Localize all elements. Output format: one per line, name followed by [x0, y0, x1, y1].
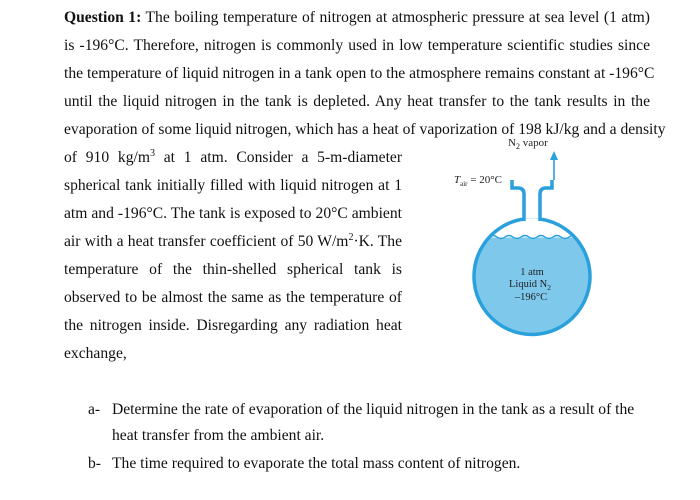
part-a-letter: a- — [88, 401, 101, 418]
part-b-line-1 — [88, 454, 520, 474]
question-line-6 — [64, 148, 402, 168]
part-a-text: Determine the rate of evaporation of the liquid nitrogen in the tank as a result of the — [112, 401, 635, 418]
liquid-label: Liquid $N_2$ — [509, 279, 551, 292]
coefficient-text: air with a heat transfer coefficient of 50 W/m — [64, 233, 349, 250]
question-line-3: the temperature of liquid nitrogen in a tank open to the atmosphere remains constant at -196°C — [64, 65, 655, 82]
question-line-12: the nitrogen inside. Disregarding any radiation heat — [64, 317, 402, 334]
question-line-11: observed to be almost the same as the temperature of — [64, 289, 402, 306]
vapor-arrow-head — [550, 151, 558, 160]
question-line-7: spherical tank initially filled with liquid nitrogen at 1 — [64, 177, 402, 194]
question-text: The boiling temperature of nitrogen at atmospheric pressure at sea level (1 atm) — [145, 9, 650, 26]
question-line-5: evaporation of some liquid nitrogen, which has a heat of vaporization of 198 kJ/kg and a density — [64, 121, 666, 138]
part-b-text: The time required to evaporate the total mass content of nitrogen. — [112, 455, 521, 472]
ambient-air-label: $T_{air} = 20^\circ C$ — [454, 174, 502, 188]
vapor-label: $N_2$ vapor — [508, 137, 548, 151]
part-a-line-1 — [88, 400, 634, 420]
question-line-13: exchange, — [64, 345, 127, 362]
coefficient-unit: ·K. The — [353, 233, 403, 250]
part-b-letter: b- — [88, 455, 101, 472]
density-exponent: 3 — [149, 147, 155, 159]
question-line-9 — [64, 232, 402, 252]
diameter-text: at 1 atm. Consider a 5-m-diameter — [154, 149, 403, 166]
question-line-10: temperature of the thin-shelled spherical tank is — [64, 261, 402, 278]
part-a-line-2: heat transfer from the ambient air. — [112, 427, 325, 444]
question-line-1 — [64, 8, 650, 28]
pressure-label: 1 atm — [520, 267, 544, 278]
temperature-label: –196°C — [514, 292, 548, 303]
question-line-2: is -196°C. Therefore, nitrogen is commonly used in low temperature scientific studies since — [64, 37, 650, 54]
coefficient-exponent: 2 — [348, 231, 354, 243]
question-heading: Question 1: — [64, 9, 142, 26]
question-line-4: until the liquid nitrogen in the tank is depleted. Any heat transfer to the tank results in the — [64, 93, 650, 110]
tank-diagram — [440, 128, 640, 338]
question-line-8: atm and -196°C. The tank is exposed to 20°C ambient — [64, 205, 402, 222]
density-text: of 910 kg/m — [64, 149, 150, 166]
